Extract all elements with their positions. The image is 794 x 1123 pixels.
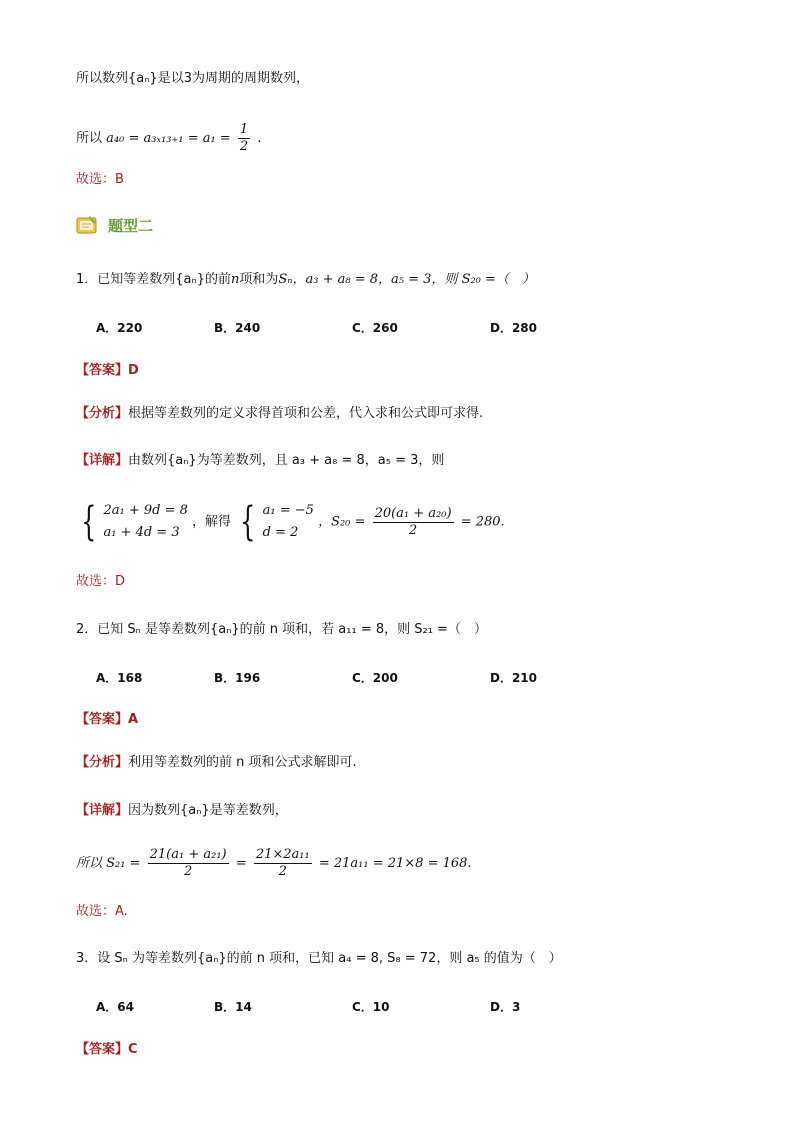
answer-choice-line: 故选：A. — [76, 904, 128, 919]
option-c: C．10 — [352, 1000, 390, 1014]
option-d: D．280 — [490, 321, 538, 335]
answer-line: 【答案】A — [76, 712, 139, 727]
option-c: C．200 — [352, 671, 398, 685]
question-stem: 2．已知 Sₙ 是等差数列{aₙ}的前 n 项和，若 a₁₁ = 8，则 S₂₁ =（ ） — [76, 622, 487, 637]
option-b: B．14 — [214, 1000, 252, 1014]
detail-line: 【详解】由数列{aₙ}为等差数列，且 a₃ + a₈ = 8，a₅ = 3，则 — [76, 453, 445, 468]
question-stem: 3．设 Sₙ 为等差数列{aₙ}的前 n 项和，已知 a₄ = 8, S₈ = 72，则 a₅ 的值为（ ） — [76, 951, 562, 966]
answer-choice-line: 故选：B — [76, 172, 124, 187]
answer-line: 【答案】C — [76, 1042, 138, 1057]
fraction: $\frac{\text{21×2a₁₁}}{2}$ — [255, 847, 310, 879]
option-a: A．220 — [96, 321, 143, 335]
equation-system-line: { 2a₁ + 9d = 8 a₁ + 4d = 3 ，解得 { a₁ = −5 d = 2 ，S₂₀ = $\frac{\text{20(a₁ + a₂₀)}}{2}$ = 280. — [76, 500, 505, 545]
option-a: A．64 — [96, 1000, 134, 1014]
answer-choice-line: 故选：D — [76, 574, 126, 589]
section-title: 题型二 — [108, 217, 154, 235]
formula-line: 所以 S₂₁ = $\frac{\text{21(a₁ + a₂₁)}}{2}$ = $\frac{\text{21×2a₁₁}}{2}$ = 21a₁₁ = 21×8 = 168. — [76, 847, 472, 879]
fraction: $\frac{1}{2}$ — [239, 122, 249, 154]
analysis-line: 【分析】利用等差数列的前 n 项和公式求解即可. — [76, 755, 357, 770]
equation-system: { 2a₁ + 9d = 8 a₁ + 4d = 3 — [81, 499, 188, 545]
option-a: A．168 — [96, 671, 143, 685]
analysis-line: 【分析】根据等差数列的定义求得首项和公差，代入求和公式即可求得. — [76, 406, 484, 421]
option-d: D．210 — [490, 671, 538, 685]
option-b: B．196 — [214, 671, 261, 685]
pencil-board-icon — [76, 214, 98, 236]
fraction: $\frac{\text{21(a₁ + a₂₁)}}{2}$ — [149, 847, 227, 879]
fraction: $\frac{\text{20(a₁ + a₂₀)}}{2}$ — [374, 505, 452, 538]
solution-system: { a₁ = −5 d = 2 — [240, 499, 314, 545]
text-line: 所以数列{aₙ}是以3为周期的周期数列， — [76, 71, 309, 86]
question-stem: 1．已知等差数列{aₙ}的前n项和为Sₙ，a₃ + a₈ = 8，a₅ = 3，则 S₂₀ =（ ） — [76, 272, 535, 287]
answer-line: 【答案】D — [76, 363, 139, 378]
detail-line: 【详解】因为数列{aₙ}是等差数列， — [76, 803, 288, 818]
option-d: D．3 — [490, 1000, 521, 1014]
option-c: C．260 — [352, 321, 398, 335]
option-b: B．240 — [214, 321, 261, 335]
formula-line: 所以 a₄₀ = a₃ₓ₁₃₊₁ = a₁ = $\frac{1}{2}$ . — [76, 122, 262, 154]
